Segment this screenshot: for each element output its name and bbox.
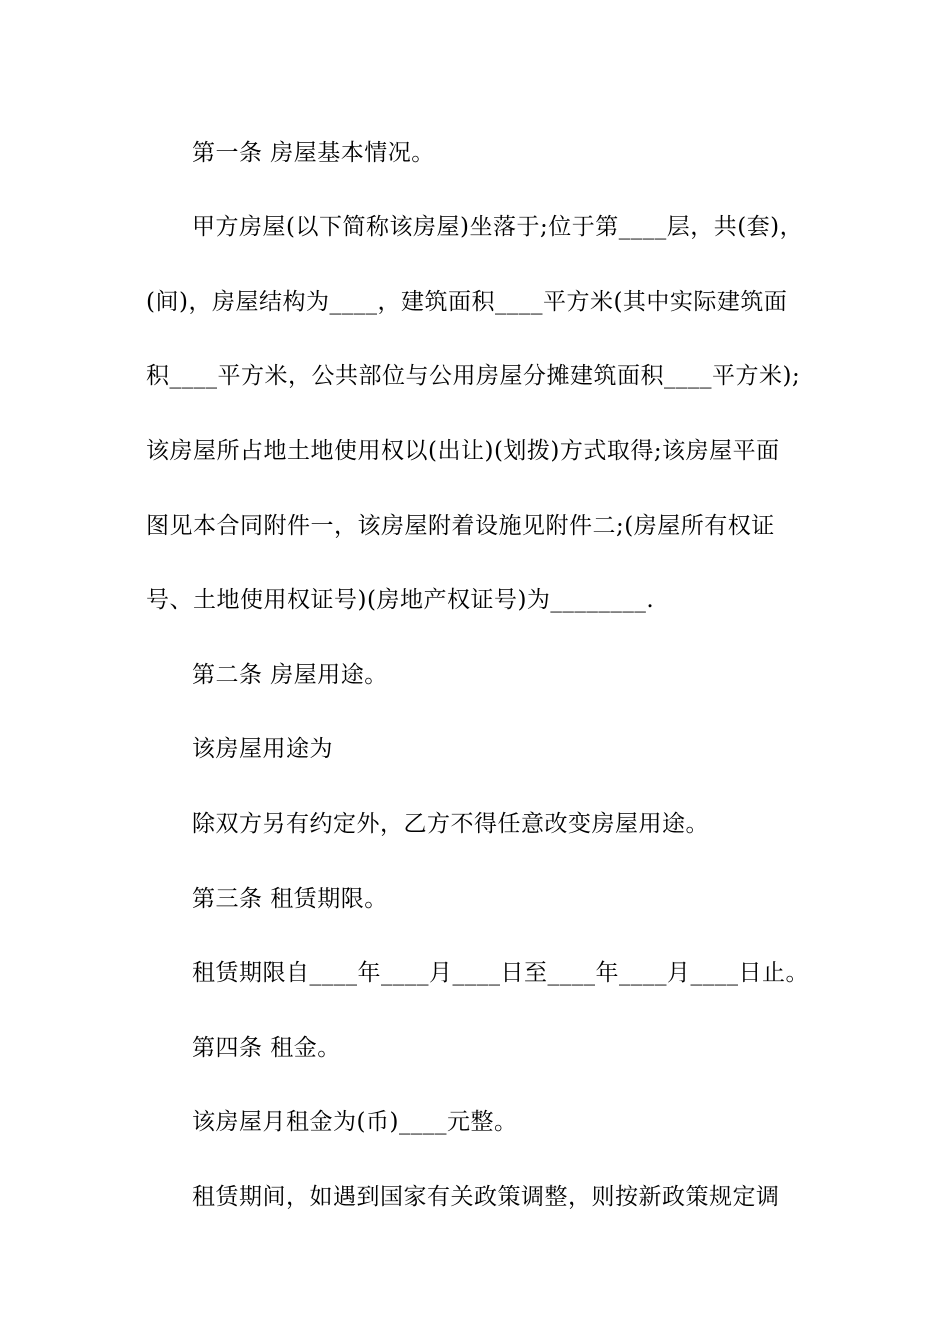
paragraph-line: 租赁期间，如遇到国家有关政策调整，则按新政策规定调 [192, 1184, 780, 1210]
paragraph-line: 甲方房屋(以下简称该房屋)坐落于;位于第____层，共(套)， [192, 214, 804, 240]
paragraph-line: 图见本合同附件一，该房屋附着设施见附件二;(房屋所有权证 [146, 513, 775, 539]
paragraph-line: 号、土地使用权证号)(房地产权证号)为________. [146, 587, 655, 613]
paragraph-line: 该房屋用途为 [192, 736, 333, 762]
article-2-heading: 第二条 房屋用途。 [192, 662, 388, 688]
paragraph-line: 该房屋月租金为(币)____元整。 [192, 1109, 518, 1135]
paragraph-line: 该房屋所占地土地使用权以(出让)(划拨)方式取得;该房屋平面 [146, 438, 780, 464]
paragraph-line: 积____平方米，公共部位与公用房屋分摊建筑面积____平方米); [146, 363, 801, 389]
paragraph-line: 租赁期限自____年____月____日至____年____月____日止。 [192, 960, 809, 986]
article-1-heading: 第一条 房屋基本情况。 [192, 140, 435, 166]
paragraph-line: 除双方另有约定外，乙方不得任意改变房屋用途。 [192, 811, 709, 837]
article-3-heading: 第三条 租赁期限。 [192, 886, 388, 912]
article-4-heading: 第四条 租金。 [192, 1035, 341, 1061]
paragraph-line: (间)，房屋结构为____，建筑面积____平方米(其中实际建筑面 [146, 289, 788, 315]
